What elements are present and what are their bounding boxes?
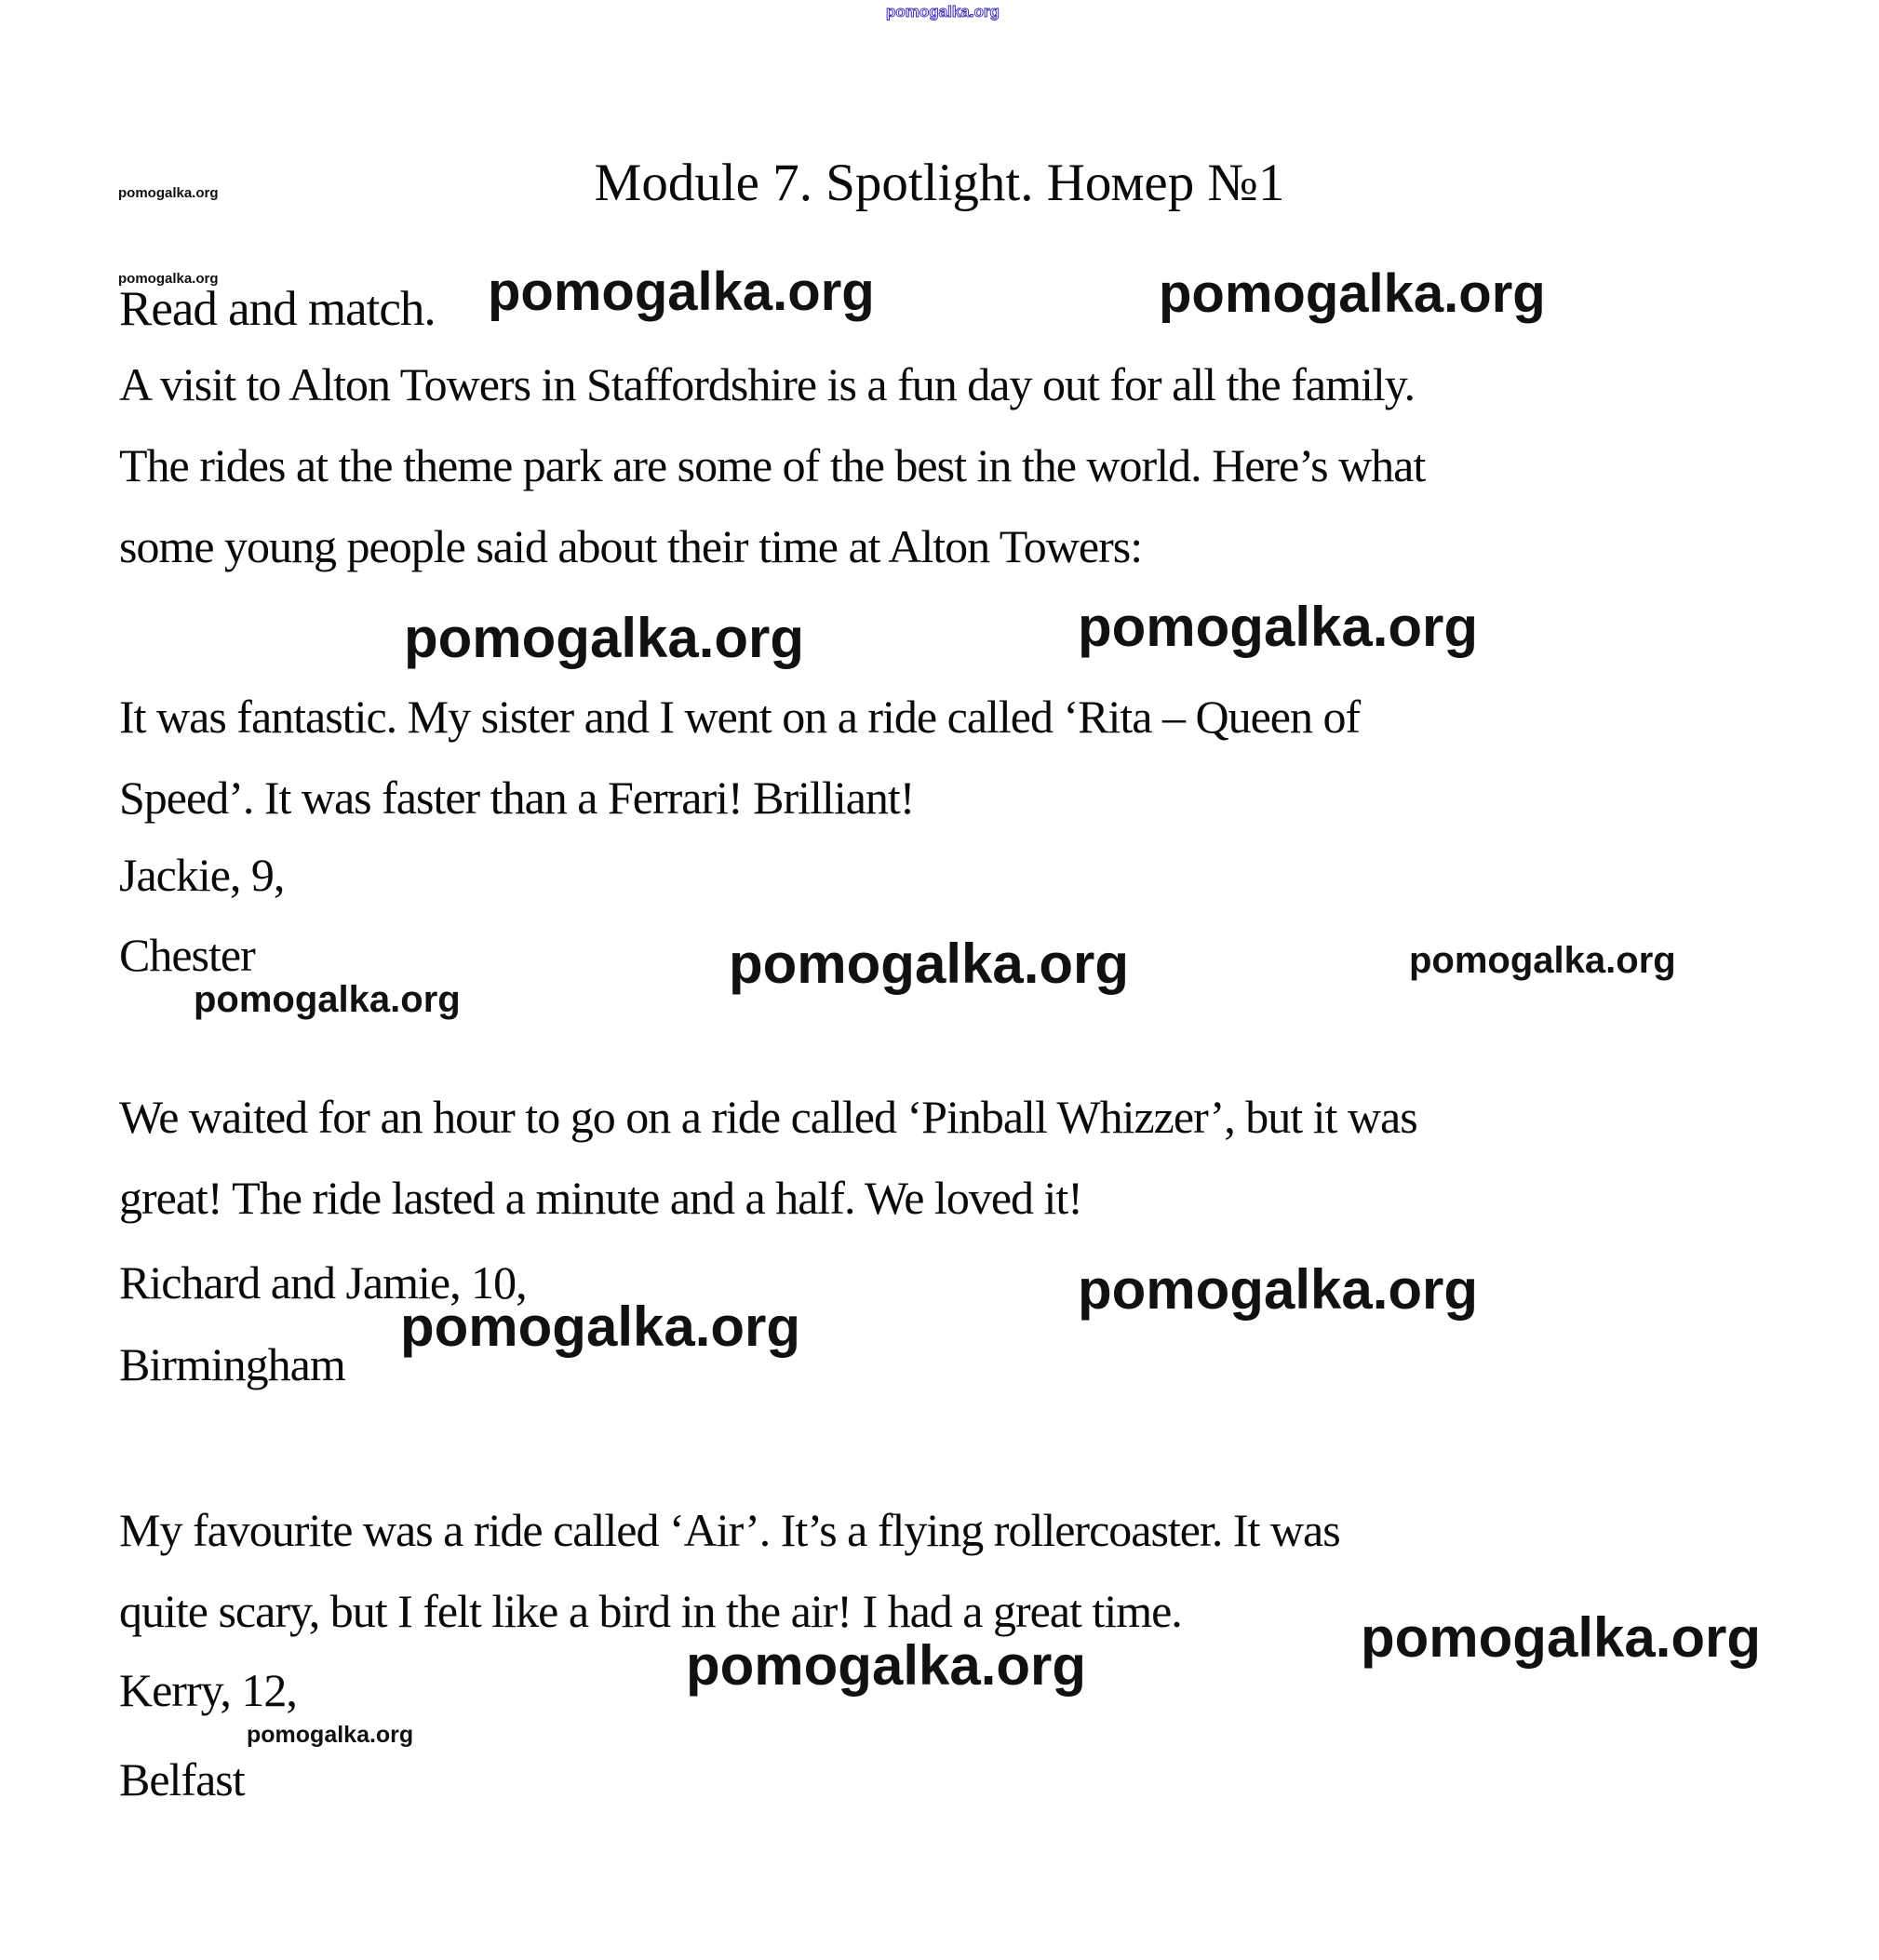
watermark-large-1: pomogalka.org: [488, 262, 875, 322]
watermark-small-top: pomogalka.org: [118, 185, 219, 201]
watermark-top-outline: pomogalka.org: [886, 3, 1000, 20]
intro-line: The rides at the theme park are some of the best in the world. Here’s what: [119, 439, 1426, 491]
watermark-small-instruction: pomogalka.org: [118, 271, 219, 287]
review-author: Jackie, 9,: [119, 849, 285, 901]
review-text: It was fantastic. My sister and I went on a ride called ‘Rita – Queen of: [119, 691, 1361, 743]
watermark-small-bottom: pomogalka.org: [247, 1722, 414, 1748]
watermark-medium-2: pomogalka.org: [1409, 940, 1676, 981]
review-text: Speed’. It was faster than a Ferrari! Brilliant!: [119, 772, 915, 824]
watermark-large-7: pomogalka.org: [1078, 1258, 1479, 1321]
instruction-text: Read and match.: [119, 282, 436, 336]
watermark-large-2: pomogalka.org: [1159, 263, 1546, 324]
review-text: We waited for an hour to go on a ride called ‘Pinball Whizzer’, but it was: [119, 1091, 1417, 1143]
review-city: Chester: [119, 929, 255, 981]
watermark-large-5: pomogalka.org: [729, 933, 1130, 995]
review-city: Birmingham: [119, 1338, 345, 1390]
intro-line: A visit to Alton Towers in Staffordshire is a fun day out for all the family.: [119, 358, 1415, 410]
review-text: quite scary, but I felt like a bird in the air! I had a great time.: [119, 1585, 1182, 1637]
watermark-medium-1: pomogalka.org: [194, 979, 461, 1020]
review-city: Belfast: [119, 1753, 245, 1806]
review-text: My favourite was a ride called ‘Air’. It’s a flying rollercoaster. It was: [119, 1504, 1340, 1556]
watermark-large-4: pomogalka.org: [1078, 596, 1479, 658]
page-title: Module 7. Spotlight. Номер №1: [594, 154, 1285, 212]
intro-line: some young people said about their time at Alton Towers:: [119, 520, 1143, 572]
review-author: Kerry, 12,: [119, 1664, 297, 1716]
watermark-large-9: pomogalka.org: [1361, 1606, 1762, 1669]
watermark-large-8: pomogalka.org: [686, 1634, 1087, 1697]
review-author: Richard and Jamie, 10,: [119, 1256, 527, 1309]
watermark-large-3: pomogalka.org: [404, 607, 805, 669]
review-text: great! The ride lasted a minute and a half. We loved it!: [119, 1172, 1082, 1224]
watermark-large-6: pomogalka.org: [400, 1295, 801, 1358]
